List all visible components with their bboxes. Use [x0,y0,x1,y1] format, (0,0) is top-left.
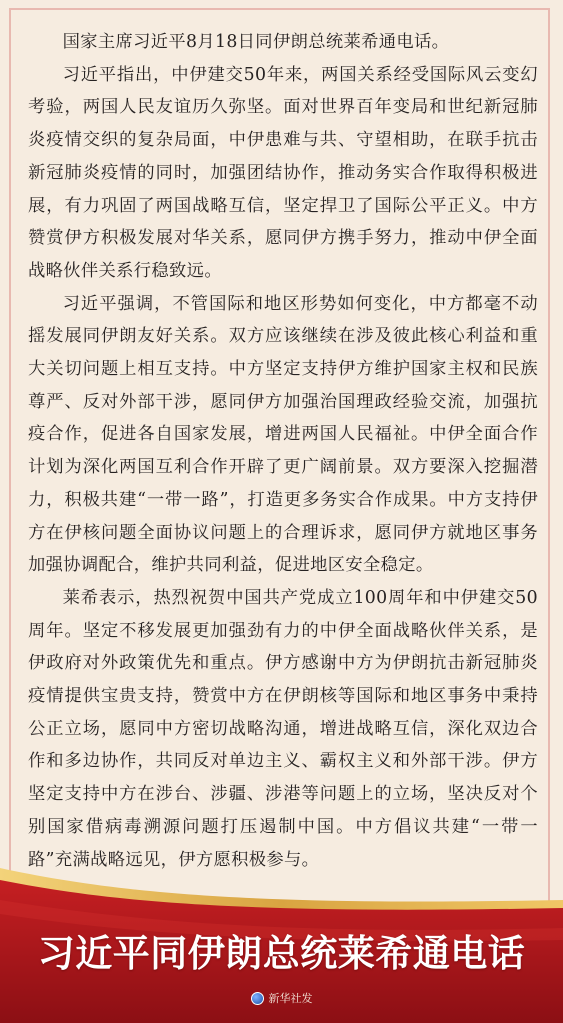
article-paragraph-1: 国家主席习近平8月18日同伊朗总统莱希通电话。 [62,32,450,52]
article-paragraph-3: 习近平强调，不管国际和地区形势如何变化，中方都毫不动摇发展同伊朗友好关系。双方应该继续在涉及彼此核心利益和重大关切问题上相互支持。中方坚定支持伊方维护国家主权和民族尊严、反对外部干涉，愿同伊方加强治国理政经验交流，加强抗疫合作，促进各自国家发展，增进两国人民福祉。中伊全面合作计划为深化两国互利合作开辟了更广阔前景。双方要深入挖掘潜力，积极共建“一带一路”，打造更多务实合作成果。中方支持伊方在伊核问题全面协议问题上的合理诉求，愿同伊方就地区事务加强协调配合，维护共同利益，促进地区安全稳定。 [28,293,538,576]
xinhua-globe-icon [251,992,264,1005]
source-credit [0,990,563,1006]
headline-title: 习近平同伊朗总统莱希通电话 [37,932,526,975]
article-paragraph-2: 习近平指出，中伊建交50年来，两国关系经受国际风云变幻考验，两国人民友谊历久弥坚。面对世界百年变局和世纪新冠肺炎疫情交织的复杂局面，中伊患难与共、守望相助，在联手抗击新冠肺炎疫情的同时，加强团结协作，推动务实合作取得积极进展，有力巩固了两国战略互信，坚定捍卫了国际公平正义。中方赞赏伊方积极发展对华关系，愿同伊方携手努力，推动中伊全面战略伙伴关系行稳致远。 [28,64,538,281]
article-body [28,26,538,876]
article-paragraph-4: 莱希表示，热烈祝贺中国共产党成立100周年和中伊建交50周年。坚定不移发展更加强劲有力的中伊全面战略伙伴关系，是伊政府对外政策优先和重点。伊方感谢中方为伊朗抗击新冠肺炎疫情提供宝贵支持，赞赏中方在伊朗核等国际和地区事务中秉持公正立场，愿同中方密切战略沟通，增进战略互信，深化双边合作和多边协作，共同反对单边主义、霸权主义和外部干涉。伊方坚定支持中方在涉台、涉疆、涉港等问题上的立场，坚决反对个别国家借病毒溯源问题打压遏制中国。中方倡议共建“一带一路”充满战略远见，伊方愿积极参与。 [28,587,538,870]
source-label: 新华社发 [268,992,313,1005]
